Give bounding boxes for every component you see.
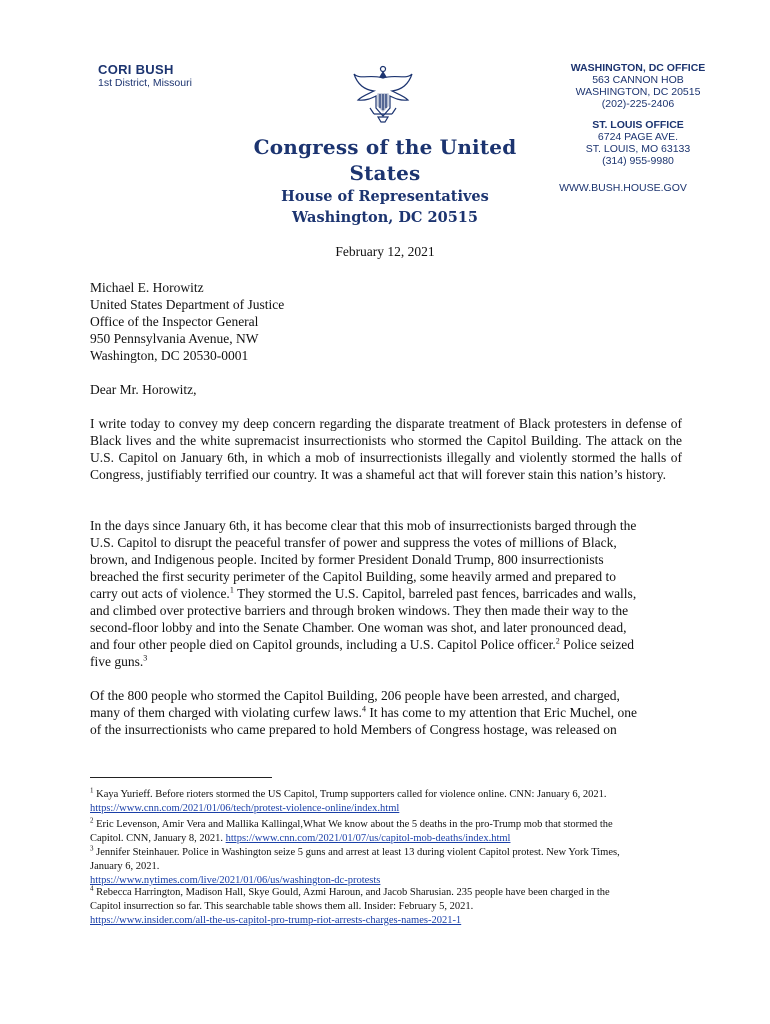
- paragraph-line: U.S. Capitol to disrupt the peaceful transfer of power and suppress the votes of millions of Black,: [90, 535, 617, 550]
- recipient-address: [90, 279, 682, 364]
- recipient-line: 950 Pennsylvania Avenue, NW: [90, 331, 259, 346]
- member-district: 1st District, Missouri: [98, 77, 192, 89]
- footnote-ref-3[interactable]: 3: [143, 653, 148, 663]
- line-text: five guns.: [90, 654, 144, 669]
- recipient-line: Michael E. Horowitz: [90, 280, 204, 295]
- paragraph-line: second-floor lobby and into the Senate Chamber. One woman was shot, and later pronounced dead,: [90, 620, 627, 635]
- stl-office-heading: ST. LOUIS OFFICE: [592, 119, 684, 131]
- line-text: It has come to my attention that Eric Muchel, one: [365, 705, 637, 720]
- paragraph-line: [90, 636, 682, 653]
- salutation: Dear Mr. Horowitz,: [90, 382, 197, 397]
- line-text: They stormed the U.S. Capitol, barreled past fences, barricades and walls,: [233, 586, 637, 601]
- footnote-2: [90, 818, 690, 846]
- masthead-address: Washington, DC 20515: [292, 209, 478, 226]
- footnote-number: 3: [90, 844, 94, 853]
- footnote-1: [90, 788, 690, 816]
- footnote-number: 2: [90, 816, 94, 825]
- line-text: many of them charged with violating curfew laws.: [90, 705, 362, 720]
- letter-date: February 12, 2021: [335, 244, 435, 259]
- dc-office-line2: WASHINGTON, DC 20515: [575, 86, 701, 98]
- footnote-link[interactable]: https://www.nytimes.com/live/2021/01/06/us/washington-dc-protests: [90, 875, 381, 886]
- paragraph-line: [90, 585, 682, 602]
- paragraph-line: [90, 653, 682, 670]
- footnote-divider: [90, 777, 272, 778]
- recipient-line: United States Department of Justice: [90, 297, 285, 312]
- masthead: [250, 134, 520, 228]
- footnote-text: Capitol insurrection so far. This searchable table shows them all. Insider: February 5, 2021.: [90, 901, 474, 912]
- paragraph-line: [90, 704, 682, 721]
- line-text: Police seized: [559, 637, 635, 652]
- paragraph-line: In the days since January 6th, it has become clear that this mob of insurrectionists barged through the: [90, 518, 637, 533]
- website-link[interactable]: WWW.BUSH.HOUSE.GOV: [559, 182, 687, 194]
- house-seal-icon: [352, 64, 414, 124]
- paragraph-line: breached the first security perimeter of the Capitol Building, some heavily armed and prepared to: [90, 569, 616, 584]
- paragraph-line: brown, and Indigenous people. Incited by former President Donald Trump, 800 insurrectionists: [90, 552, 604, 567]
- dc-office-heading: WASHINGTON, DC OFFICE: [570, 62, 706, 74]
- recipient-line: Washington, DC 20530-0001: [90, 348, 249, 363]
- dc-office-line1: 563 CANNON HOB: [592, 74, 684, 86]
- footnote-text: January 6, 2021.: [90, 861, 160, 872]
- recipient-line: Office of the Inspector General: [90, 314, 259, 329]
- footnote-ref-1[interactable]: 1: [229, 585, 234, 595]
- footnote-number: 1: [90, 786, 94, 795]
- stl-office-phone: (314) 955-9980: [602, 155, 674, 167]
- line-text: and four other people died on Capitol grounds, including a U.S. Capitol Police officer.: [90, 637, 556, 652]
- office-addresses: [558, 62, 718, 167]
- footnote-text: Eric Levenson, Amir Vera and Mallika Kallingal,What We know about the 5 deaths in the pro-Trump mob that stormed the: [93, 819, 613, 830]
- footnote-ref-4[interactable]: 4: [361, 704, 366, 714]
- footnote-text: Kaya Yurieff. Before rioters stormed the US Capitol, Trump supporters called for violence online. CNN: January 6, 2021.: [93, 789, 607, 800]
- line-text: carry out acts of violence.: [90, 586, 230, 601]
- masthead-congress: Congress of the United States: [253, 135, 517, 185]
- footnote-3: [90, 846, 690, 888]
- footnote-link[interactable]: https://www.insider.com/all-the-us-capitol-pro-trump-riot-arrests-charges-names-2021-1: [90, 915, 462, 926]
- footnote-ref-2[interactable]: 2: [555, 636, 560, 646]
- member-name: CORI BUSH: [98, 62, 174, 77]
- masthead-house: House of Representatives: [281, 188, 489, 205]
- paragraph-2: [90, 517, 682, 670]
- paragraph-line: and climbed over protective barriers and through broken windows. They then made their way to the: [90, 603, 629, 618]
- footnote-link[interactable]: https://www.cnn.com/2021/01/06/tech/protest-violence-online/index.html: [90, 803, 400, 814]
- footnote-4: [90, 886, 690, 928]
- footnote-text: Jennifer Steinhauer. Police in Washington seize 5 guns and arrest at least 13 during violent Capitol protest. New York Times,: [93, 847, 620, 858]
- footnote-text: Capitol. CNN, January 8, 2021.: [90, 833, 226, 844]
- footnote-link[interactable]: https://www.cnn.com/2021/01/07/us/capitol-mob-deaths/index.html: [225, 833, 511, 844]
- dc-office-phone: (202)-225-2406: [601, 98, 675, 110]
- paragraph-line: of the insurrectionists who came prepared to hold Members of Congress hostage, was released on: [90, 722, 617, 737]
- footnote-number: 4: [90, 884, 94, 893]
- stl-office-line2: ST. LOUIS, MO 63133: [585, 143, 691, 155]
- footnote-text: Rebecca Harrington, Madison Hall, Skye Gould, Azmi Haroun, and Jacob Sharusian. 235 people have been charged in the: [93, 887, 610, 898]
- stl-office-line1: 6724 PAGE AVE.: [597, 131, 679, 143]
- paragraph-3: [90, 687, 682, 738]
- paragraph-1: I write today to convey my deep concern regarding the disparate treatment of Black protesters in defense of Black lives and the white supremacist insurrectionists who stormed the Capitol Building. The attack on the U.S. Capitol on January 6th, in which a mob of insurrectionists illegally and violently stormed the halls of Congress, justifiably terrified our country. It was a shameful act that will forever stain this nation’s history.: [90, 416, 682, 482]
- paragraph-line: Of the 800 people who stormed the Capitol Building, 206 people have been arrested, and charged,: [90, 688, 620, 703]
- member-block: [98, 62, 192, 90]
